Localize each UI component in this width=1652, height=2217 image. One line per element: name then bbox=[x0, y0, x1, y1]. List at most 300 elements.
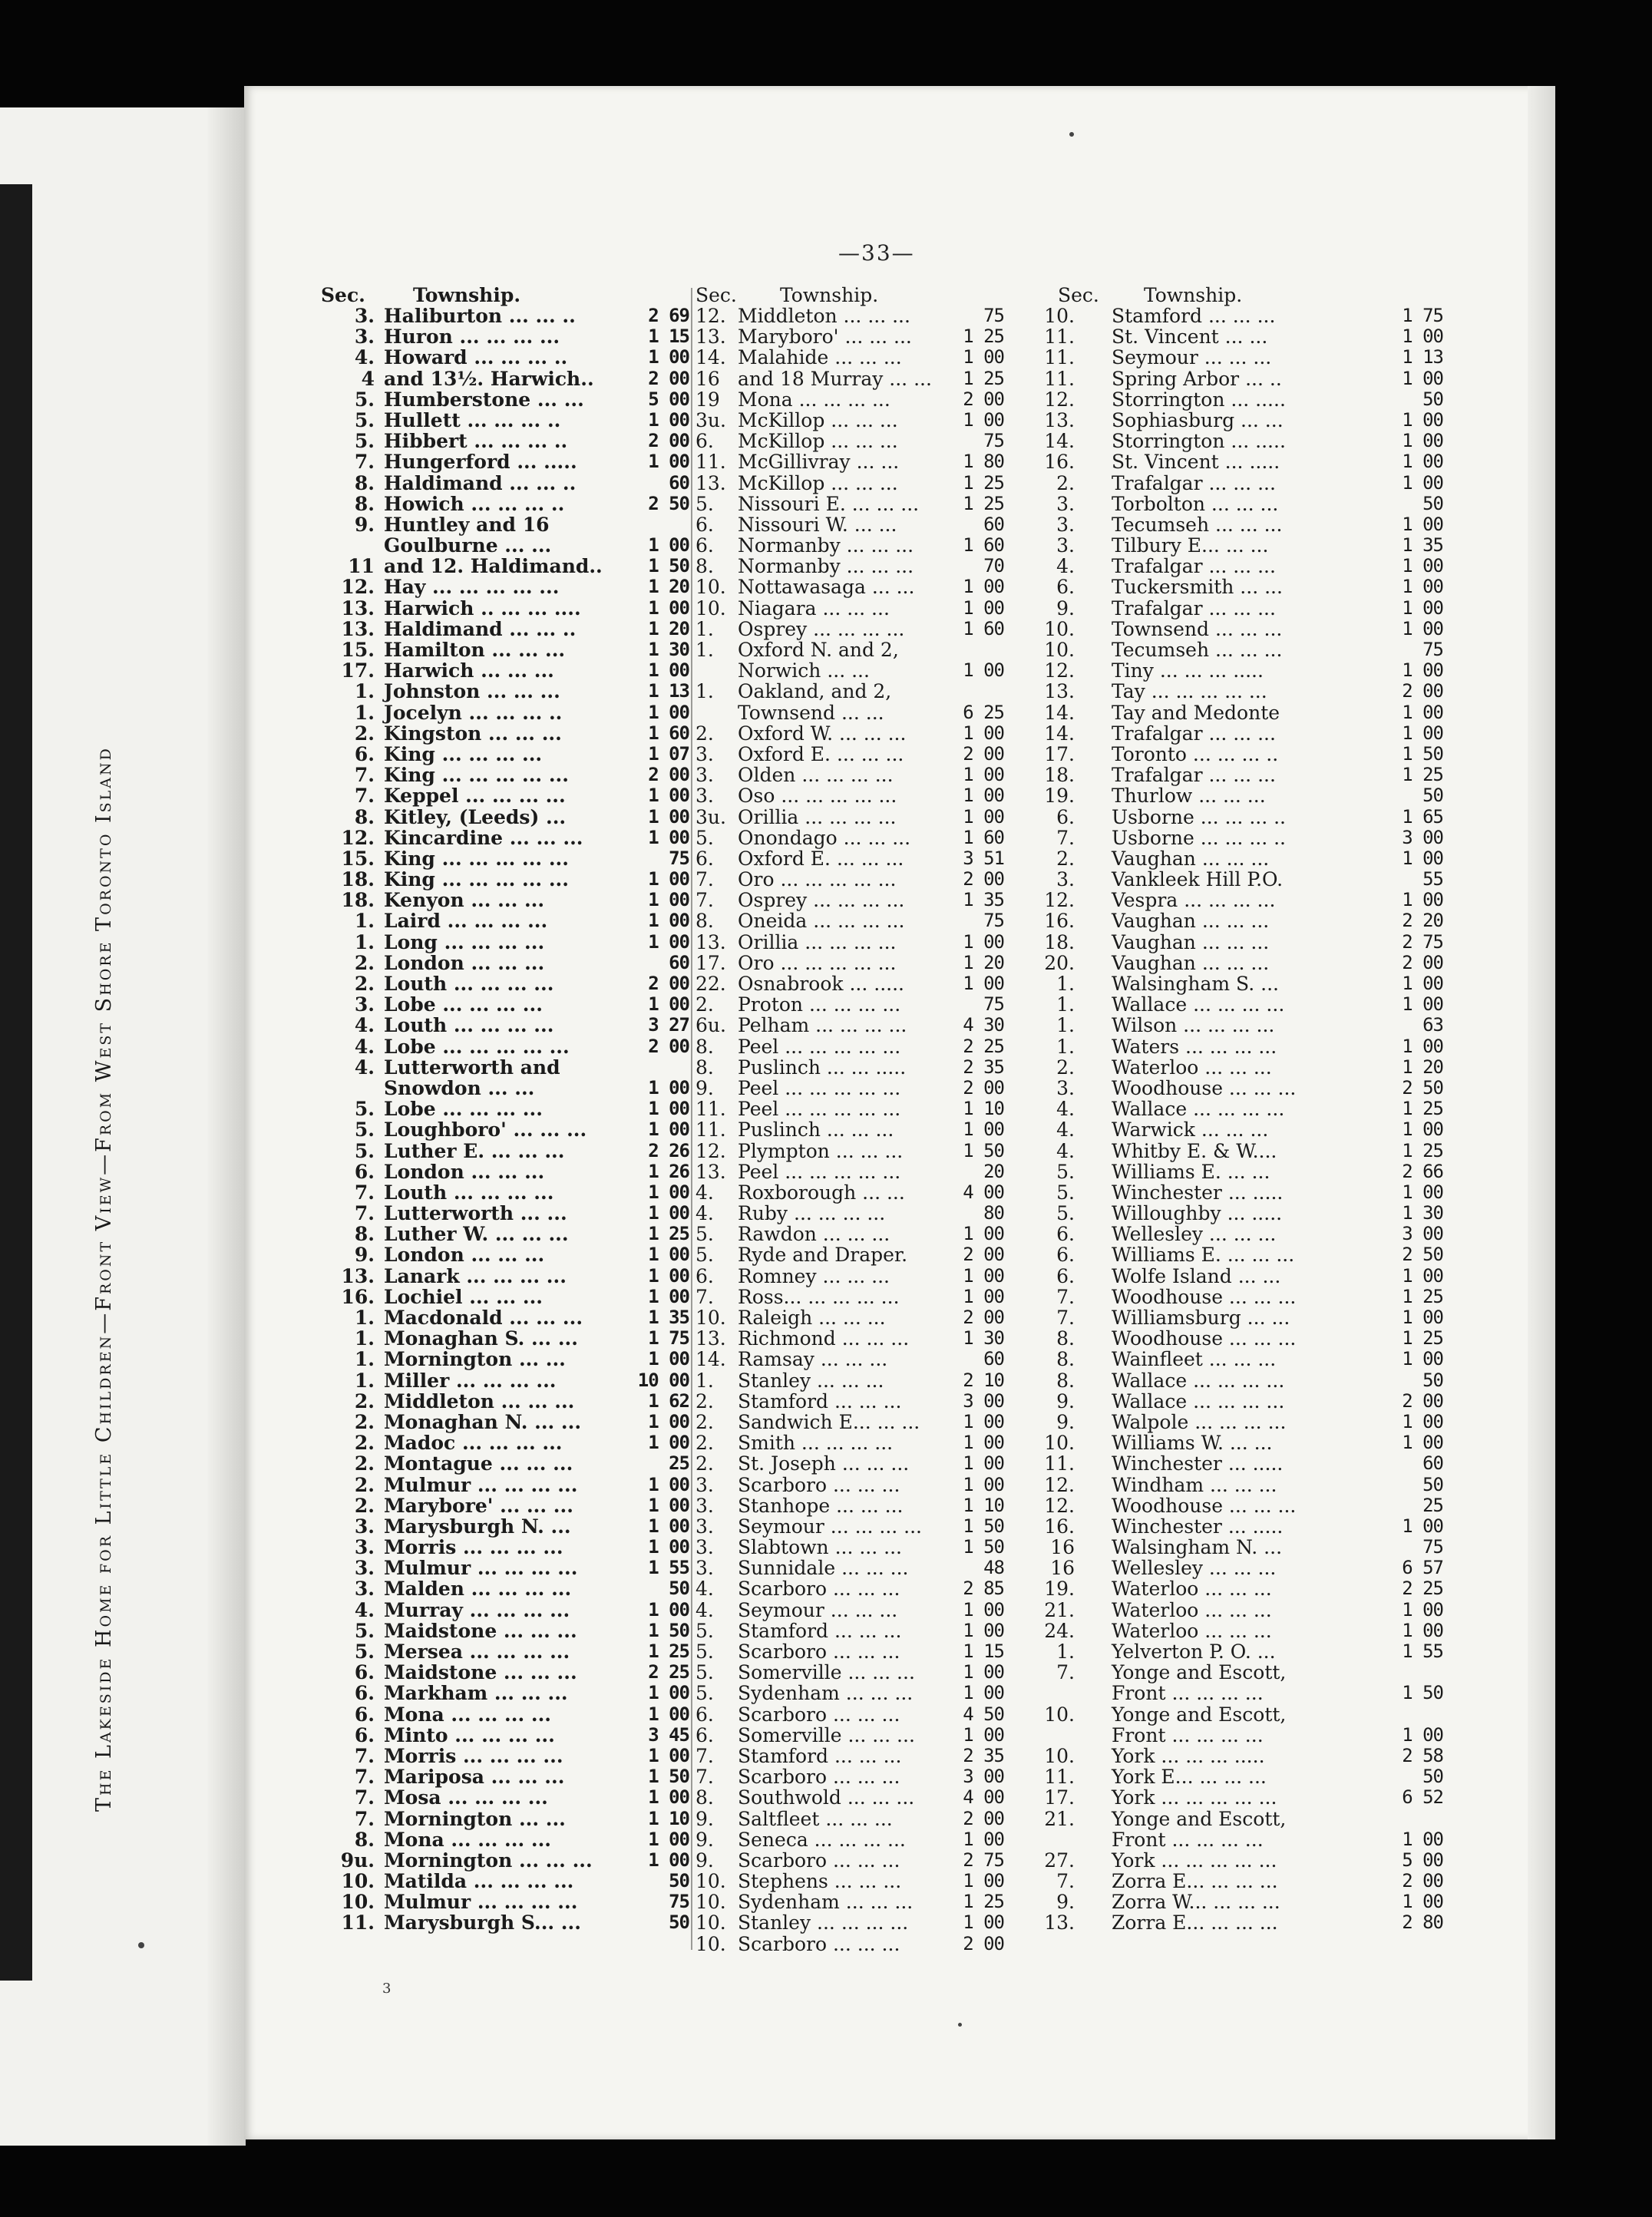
section-number: 5. bbox=[1056, 1202, 1075, 1225]
township-name: Raleigh ... ... ... bbox=[738, 1307, 886, 1329]
section-number: 10. bbox=[341, 1891, 375, 1914]
township-name: Maidstone ... ... ... bbox=[384, 1661, 577, 1684]
township-name: Scarboro ... ... ... bbox=[738, 1473, 900, 1496]
township-name: Luther W. ... ... ... bbox=[384, 1223, 569, 1246]
section-number: 1. bbox=[1056, 1640, 1075, 1663]
township-name: Haldimand ... ... .. bbox=[384, 471, 577, 494]
section-number: 11. bbox=[1044, 1452, 1075, 1475]
township-name: Vespra ... ... ... ... bbox=[1112, 889, 1276, 912]
amount: 1 50 bbox=[963, 1515, 1004, 1537]
section-number: 15. bbox=[341, 847, 375, 870]
section-number: 4. bbox=[1056, 1098, 1075, 1121]
section-number: 3. bbox=[695, 1557, 714, 1580]
amount: 2 50 bbox=[1402, 1076, 1443, 1099]
section-number: 5. bbox=[695, 1223, 714, 1246]
section-number: 10. bbox=[341, 1870, 375, 1893]
section-number: 11. bbox=[1044, 346, 1075, 369]
amount: 1 10 bbox=[963, 1098, 1004, 1120]
section-number: 6. bbox=[1056, 1244, 1075, 1267]
header-township: Township. bbox=[1144, 284, 1243, 306]
township-name: Louth ... ... ... ... bbox=[384, 973, 554, 995]
township-name: Yonge and Escott, bbox=[1112, 1661, 1287, 1684]
amount: 2 00 bbox=[963, 1932, 1004, 1954]
township-name: Montague ... ... ... bbox=[384, 1452, 573, 1475]
township-name: Puslinch ... ... ... bbox=[738, 1118, 894, 1142]
amount: 1 00 bbox=[1402, 1432, 1443, 1454]
section-number: 6. bbox=[695, 1264, 714, 1287]
section-number: 16 bbox=[695, 367, 720, 390]
amount: 1 25 bbox=[648, 1223, 689, 1245]
amount: 1 00 bbox=[648, 1828, 689, 1850]
township-name: Scarboro ... ... ... bbox=[738, 1766, 900, 1789]
section-number: 2. bbox=[354, 1410, 375, 1433]
amount: 1 00 bbox=[648, 1348, 689, 1370]
township-name: Ruby ... ... ... ... bbox=[738, 1202, 886, 1225]
section-number: 1. bbox=[354, 680, 375, 703]
township-name: Vankleek Hill P.O. bbox=[1112, 868, 1284, 891]
township-name: St. Joseph ... ... ... bbox=[738, 1452, 910, 1475]
amount: 1 00 bbox=[963, 764, 1004, 786]
township-name: Nissouri W. ... ... bbox=[738, 513, 897, 536]
section-number: 6. bbox=[1056, 1223, 1075, 1246]
amount: 2 66 bbox=[1402, 1160, 1443, 1182]
township-name: Usborne ... ... ... .. bbox=[1112, 826, 1287, 849]
amount: 1 00 bbox=[648, 1682, 689, 1704]
township-name: Stamford ... ... ... bbox=[738, 1619, 902, 1642]
township-name: Ramsay ... ... ... bbox=[738, 1348, 888, 1371]
amount: 1 00 bbox=[1402, 1828, 1443, 1850]
section-number: 13. bbox=[341, 617, 375, 640]
township-name: Wainfleet ... ... ... bbox=[1112, 1348, 1277, 1371]
amount: 1 00 bbox=[963, 1473, 1004, 1495]
section-number: 7. bbox=[354, 1744, 375, 1767]
section-number: 4. bbox=[695, 1202, 714, 1225]
township-name: Tecumseh ... ... ... bbox=[1112, 513, 1283, 536]
section-number: 3u. bbox=[695, 408, 726, 431]
section-number: 10. bbox=[695, 1891, 726, 1914]
section-number: 6. bbox=[354, 1661, 375, 1684]
township-name: Southwold ... ... ... bbox=[738, 1786, 915, 1809]
amount: 50 bbox=[1422, 388, 1443, 410]
amount: 1 13 bbox=[1402, 346, 1443, 368]
township-name: Woodhouse ... ... ... bbox=[1112, 1327, 1297, 1350]
amount: 75 bbox=[983, 430, 1004, 452]
section-number: 12. bbox=[1044, 1473, 1075, 1496]
amount: 1 00 bbox=[648, 1515, 689, 1537]
section-number: 17. bbox=[695, 951, 726, 974]
section-number: 6. bbox=[354, 1160, 375, 1183]
amount: 75 bbox=[983, 993, 1004, 1016]
township-name: King ... ... ... ... ... bbox=[384, 764, 569, 787]
township-name: Howard ... ... ... .. bbox=[384, 346, 568, 369]
section-number: 7. bbox=[354, 451, 375, 474]
township-name: Winchester ... ..... bbox=[1112, 1181, 1284, 1204]
section-number: 1. bbox=[695, 639, 714, 661]
amount: 1 15 bbox=[648, 325, 689, 348]
amount: 50 bbox=[669, 1870, 689, 1892]
township-name: Woodhouse ... ... ... bbox=[1112, 1076, 1297, 1099]
section-number: 2. bbox=[354, 1452, 375, 1475]
amount: 1 55 bbox=[1402, 1640, 1443, 1662]
township-name: Somerville ... ... ... bbox=[738, 1661, 915, 1684]
township-name: Vaughan ... ... ... bbox=[1112, 910, 1270, 933]
township-name: Trafalgar ... ... ... bbox=[1112, 471, 1276, 494]
section-number: 4. bbox=[695, 1598, 714, 1621]
section-number: 1. bbox=[695, 680, 714, 703]
section-number: 12. bbox=[1044, 889, 1075, 912]
section-number: 1. bbox=[1056, 1014, 1075, 1037]
township-name: Tay and Medonte bbox=[1112, 701, 1280, 724]
township-name: Mona ... ... ... ... bbox=[384, 1703, 551, 1726]
township-name: Stamford ... ... ... bbox=[738, 1389, 902, 1412]
amount: 1 00 bbox=[648, 1410, 689, 1432]
section-number: 5. bbox=[695, 1619, 714, 1642]
amount: 1 00 bbox=[1402, 325, 1443, 348]
township-name: Peel ... ... ... ... ... bbox=[738, 1035, 901, 1058]
amount: 1 25 bbox=[1402, 1139, 1443, 1161]
section-number: 6. bbox=[1056, 805, 1075, 828]
amount: 1 00 bbox=[963, 1598, 1004, 1621]
amount: 1 00 bbox=[648, 868, 689, 890]
section-number: 13. bbox=[695, 471, 726, 494]
township-name: Zorra E... ... ... ... bbox=[1112, 1870, 1278, 1893]
township-name: Peel ... ... ... ... ... bbox=[738, 1076, 901, 1099]
township-name: Sydenham ... ... ... bbox=[738, 1891, 914, 1914]
township-name: King ... ... ... ... ... bbox=[384, 847, 569, 870]
section-number: 10. bbox=[695, 576, 726, 599]
section-number: 13. bbox=[1044, 1911, 1075, 1935]
township-name: Mornington ... ... ... bbox=[384, 1849, 593, 1872]
amount: 1 26 bbox=[648, 1160, 689, 1182]
section-number: 16. bbox=[1044, 1515, 1075, 1538]
township-name: Marysburgh S... ... bbox=[384, 1911, 581, 1935]
township-name: Hay ... ... ... ... ... bbox=[384, 576, 560, 599]
section-number: 1. bbox=[354, 1369, 375, 1392]
amount: 1 00 bbox=[963, 722, 1004, 744]
section-number: 9. bbox=[695, 1828, 714, 1851]
section-number: 6. bbox=[354, 1703, 375, 1726]
section-number: 8. bbox=[354, 492, 375, 515]
section-number: 5. bbox=[354, 388, 375, 411]
section-number: 17. bbox=[1044, 1786, 1075, 1809]
section-number: 14. bbox=[1044, 722, 1075, 745]
township-name: Kenyon ... ... ... bbox=[384, 889, 545, 912]
amount: 1 00 bbox=[1402, 1410, 1443, 1432]
header-sec: Sec. bbox=[695, 284, 737, 306]
township-name: Tuckersmith ... ... bbox=[1112, 576, 1283, 599]
amount: 1 00 bbox=[648, 1744, 689, 1766]
amount: 3 45 bbox=[648, 1723, 689, 1746]
header-township: Township. bbox=[780, 284, 879, 306]
township-name: Tay ... ... ... ... ... bbox=[1112, 680, 1267, 703]
amount: 1 30 bbox=[648, 639, 689, 660]
amount: 1 00 bbox=[1402, 889, 1443, 911]
amount: 3 27 bbox=[648, 1014, 689, 1036]
amount: 1 25 bbox=[963, 492, 1004, 514]
amount: 1 20 bbox=[648, 576, 689, 598]
amount: 75 bbox=[669, 847, 689, 869]
township-name: Warwick ... ... ... bbox=[1112, 1118, 1269, 1142]
section-number: 12. bbox=[341, 576, 375, 599]
amount: 1 00 bbox=[1402, 973, 1443, 994]
section-number: 6. bbox=[695, 847, 714, 870]
section-number: 16 bbox=[1050, 1536, 1075, 1559]
amount: 1 00 bbox=[648, 1432, 689, 1454]
section-number: 7. bbox=[1056, 1285, 1075, 1308]
amount: 1 00 bbox=[1402, 1515, 1443, 1537]
township-name: Norwich ... ... bbox=[738, 659, 870, 682]
section-number: 13. bbox=[341, 1264, 375, 1287]
township-name: Oro ... ... ... ... ... bbox=[738, 868, 897, 891]
section-number: 9. bbox=[1056, 1389, 1075, 1412]
township-name: Front ... ... ... ... bbox=[1112, 1682, 1264, 1705]
section-number: 2. bbox=[695, 1432, 714, 1455]
section-number: 6. bbox=[695, 513, 714, 536]
amount: 1 00 bbox=[963, 1285, 1004, 1307]
amount: 2 00 bbox=[1402, 680, 1443, 702]
amount: 1 00 bbox=[648, 1244, 689, 1266]
amount: 1 00 bbox=[648, 1118, 689, 1141]
amount: 1 00 bbox=[1402, 1264, 1443, 1287]
amount: 1 15 bbox=[963, 1640, 1004, 1662]
amount: 1 00 bbox=[1402, 1307, 1443, 1328]
section-number: 5. bbox=[695, 1661, 714, 1684]
section-number: 2. bbox=[1056, 471, 1075, 494]
section-number: 5. bbox=[354, 1619, 375, 1642]
section-number: 3. bbox=[1056, 868, 1075, 891]
section-number: 14. bbox=[695, 1348, 726, 1371]
amount: 2 00 bbox=[648, 1035, 689, 1057]
section-number: 7. bbox=[695, 1285, 714, 1308]
section-number: 8. bbox=[695, 1056, 714, 1079]
township-name: Madoc ... ... ... ... bbox=[384, 1432, 563, 1455]
section-number: 10. bbox=[1044, 617, 1075, 640]
section-number: 7. bbox=[695, 1766, 714, 1789]
township-name: Spring Arbor ... .. bbox=[1112, 367, 1282, 390]
amount: 63 bbox=[1422, 1014, 1443, 1036]
amount: 1 00 bbox=[963, 1723, 1004, 1746]
section-number: 6. bbox=[354, 1723, 375, 1746]
amount: 4 00 bbox=[963, 1181, 1004, 1203]
township-name: Markham ... ... ... bbox=[384, 1682, 568, 1705]
amount: 1 00 bbox=[648, 1536, 689, 1558]
amount: 1 00 bbox=[963, 805, 1004, 828]
amount: 1 30 bbox=[1402, 1202, 1443, 1224]
amount: 75 bbox=[983, 305, 1004, 326]
amount: 1 00 bbox=[963, 1911, 1004, 1934]
section-number: 12. bbox=[695, 305, 726, 327]
amount: 1 00 bbox=[963, 1118, 1004, 1141]
section-number: 3. bbox=[695, 1494, 714, 1517]
township-name: Harwich .. ... ... .... bbox=[384, 596, 581, 620]
section-number: 4. bbox=[1056, 555, 1075, 578]
section-number: 8. bbox=[695, 1035, 714, 1058]
section-number: 4. bbox=[695, 1181, 714, 1204]
township-name: Mona ... ... ... ... bbox=[738, 388, 890, 411]
section-number: 8. bbox=[1056, 1348, 1075, 1371]
amount: 1 00 bbox=[1402, 1891, 1443, 1913]
township-name: Mersea ... ... ... ... bbox=[384, 1640, 570, 1663]
township-name: Macdonald ... ... ... bbox=[384, 1307, 583, 1329]
amount: 1 55 bbox=[648, 1557, 689, 1579]
amount: 1 50 bbox=[963, 1536, 1004, 1558]
section-number: 10. bbox=[695, 596, 726, 620]
section-number: 9. bbox=[695, 1076, 714, 1099]
section-number: 16 bbox=[1050, 1557, 1075, 1580]
amount: 2 00 bbox=[648, 430, 689, 452]
amount: 2 00 bbox=[648, 973, 689, 994]
amount: 1 00 bbox=[1402, 1598, 1443, 1621]
section-number: 6u. bbox=[695, 1014, 726, 1037]
amount: 1 25 bbox=[963, 1891, 1004, 1913]
township-name: Trafalgar ... ... ... bbox=[1112, 722, 1276, 745]
section-number: 7. bbox=[354, 1202, 375, 1225]
township-name: Wallace ... ... ... ... bbox=[1112, 993, 1285, 1016]
township-name: Mulmur ... ... ... ... bbox=[384, 1473, 578, 1496]
section-number: 4. bbox=[695, 1578, 714, 1601]
amount: 3 51 bbox=[963, 847, 1004, 869]
township-name: Seymour ... ... ... ... bbox=[738, 1515, 923, 1538]
township-name: Trafalgar ... ... ... bbox=[1112, 596, 1276, 620]
township-name: Wolfe Island ... ... bbox=[1112, 1264, 1281, 1287]
amount: 2 00 bbox=[1402, 1389, 1443, 1412]
amount: 1 00 bbox=[648, 701, 689, 723]
township-name: Trafalgar ... ... ... bbox=[1112, 555, 1276, 578]
township-name: Malahide ... ... ... bbox=[738, 346, 902, 369]
township-name: Wellesley ... ... ... bbox=[1112, 1557, 1277, 1580]
section-number: 5. bbox=[1056, 1160, 1075, 1183]
township-name: Stamford ... ... ... bbox=[738, 1744, 902, 1767]
amount: 2 25 bbox=[963, 1035, 1004, 1057]
section-number: 3. bbox=[354, 1515, 375, 1538]
amount: 1 00 bbox=[648, 596, 689, 619]
township-name: Morris ... ... ... ... bbox=[384, 1744, 563, 1767]
page-edge bbox=[1528, 86, 1555, 2139]
section-number: 22. bbox=[695, 973, 726, 995]
township-name: Middleton ... ... ... bbox=[384, 1389, 575, 1412]
amount: 4 50 bbox=[963, 1703, 1004, 1725]
township-name: Haliburton ... ... .. bbox=[384, 305, 576, 327]
section-number: 3. bbox=[354, 325, 375, 349]
township-name: Middleton ... ... ... bbox=[738, 305, 910, 327]
amount: 1 00 bbox=[648, 659, 689, 682]
section-number: 3. bbox=[695, 1536, 714, 1559]
section-number: 1. bbox=[1056, 993, 1075, 1016]
amount: 1 50 bbox=[1402, 742, 1443, 765]
section-number: 12. bbox=[341, 826, 375, 849]
section-number: 7. bbox=[695, 868, 714, 891]
section-number: 2. bbox=[354, 722, 375, 745]
amount: 80 bbox=[983, 1202, 1004, 1224]
amount: 1 00 bbox=[648, 805, 689, 828]
amount: 1 00 bbox=[1402, 1118, 1443, 1141]
section-number: 2. bbox=[354, 1473, 375, 1496]
amount: 1 00 bbox=[1402, 513, 1443, 535]
township-name: Lutterworth and bbox=[384, 1056, 560, 1079]
amount: 1 00 bbox=[963, 659, 1004, 682]
section-number: 10. bbox=[695, 1911, 726, 1935]
amount: 2 85 bbox=[963, 1578, 1004, 1600]
amount: 50 bbox=[1422, 1369, 1443, 1391]
township-name: Waterloo ... ... ... bbox=[1112, 1598, 1272, 1621]
township-name: Pelham ... ... ... ... bbox=[738, 1014, 907, 1037]
section-number: 9. bbox=[354, 1244, 375, 1267]
section-number: 7. bbox=[1056, 826, 1075, 849]
section-number: 11. bbox=[1044, 367, 1075, 390]
amount: 1 00 bbox=[1402, 847, 1443, 869]
section-number: 8. bbox=[354, 471, 375, 494]
township-name: Osprey ... ... ... ... bbox=[738, 889, 905, 912]
township-name: McKillop ... ... ... bbox=[738, 471, 898, 494]
township-name: Howich ... ... ... .. bbox=[384, 492, 565, 515]
township-name: Winchester ... ..... bbox=[1112, 1515, 1284, 1538]
amount: 1 00 bbox=[963, 346, 1004, 368]
section-number: 12. bbox=[1044, 1494, 1075, 1517]
section-number: 9. bbox=[695, 1849, 714, 1872]
township-name: Townsend ... ... bbox=[738, 701, 884, 724]
section-number: 8. bbox=[354, 805, 375, 828]
amount: 75 bbox=[669, 1891, 689, 1913]
column-divider bbox=[691, 288, 692, 1950]
amount: 5 00 bbox=[648, 388, 689, 410]
amount: 5 00 bbox=[1402, 1849, 1443, 1871]
amount: 1 00 bbox=[648, 889, 689, 911]
amount: 1 00 bbox=[648, 826, 689, 848]
section-number: 5. bbox=[354, 1118, 375, 1142]
section-number: 5. bbox=[354, 430, 375, 453]
section-number: 7. bbox=[354, 1181, 375, 1204]
township-name: Mariposa ... ... ... bbox=[384, 1766, 565, 1789]
section-number: 19. bbox=[1044, 1578, 1075, 1601]
amount: 1 00 bbox=[648, 910, 689, 932]
amount: 1 00 bbox=[648, 1786, 689, 1809]
section-number: 2. bbox=[1056, 847, 1075, 870]
amount: 75 bbox=[1422, 639, 1443, 660]
township-name: Mulmur ... ... ... ... bbox=[384, 1557, 578, 1580]
section-number: 3. bbox=[354, 305, 375, 327]
township-name: Vaughan ... ... ... bbox=[1112, 951, 1270, 974]
amount: 2 69 bbox=[648, 305, 689, 326]
township-name: Oro ... ... ... ... ... bbox=[738, 951, 897, 974]
township-name: Kincardine ... ... ... bbox=[384, 826, 583, 849]
township-name: Williams E. ... ... ... bbox=[1112, 1244, 1295, 1267]
amount: 1 00 bbox=[1402, 993, 1443, 1016]
section-number: 6. bbox=[354, 742, 375, 765]
amount: 1 25 bbox=[1402, 1327, 1443, 1350]
amount: 6 25 bbox=[963, 701, 1004, 723]
township-name: Nissouri E. ... ... ... bbox=[738, 492, 920, 515]
township-name: Storrington ... ..... bbox=[1112, 388, 1286, 411]
section-number: 11. bbox=[695, 1098, 726, 1121]
township-name: Niagara ... ... ... bbox=[738, 596, 890, 620]
amount: 1 00 bbox=[648, 1285, 689, 1307]
township-name: Romney ... ... ... bbox=[738, 1264, 890, 1287]
amount: 1 00 bbox=[1402, 722, 1443, 744]
amount: 1 00 bbox=[1402, 555, 1443, 577]
amount: 2 25 bbox=[648, 1661, 689, 1683]
township-name: and 13½. Harwich.. bbox=[384, 367, 594, 390]
township-name: Kitley, (Leeds) ... bbox=[384, 805, 567, 828]
amount: 1 00 bbox=[963, 785, 1004, 807]
section-number: 10. bbox=[1044, 1744, 1075, 1767]
amount: 1 00 bbox=[648, 451, 689, 473]
amount: 1 00 bbox=[963, 1223, 1004, 1245]
township-name: Hungerford ... ..... bbox=[384, 451, 577, 474]
section-number: 1. bbox=[695, 617, 714, 640]
township-name: Walsingham N. ... bbox=[1112, 1536, 1283, 1559]
township-name: York E... ... ... ... bbox=[1112, 1766, 1267, 1789]
township-name: Tiny ... ... ... ..... bbox=[1112, 659, 1264, 682]
